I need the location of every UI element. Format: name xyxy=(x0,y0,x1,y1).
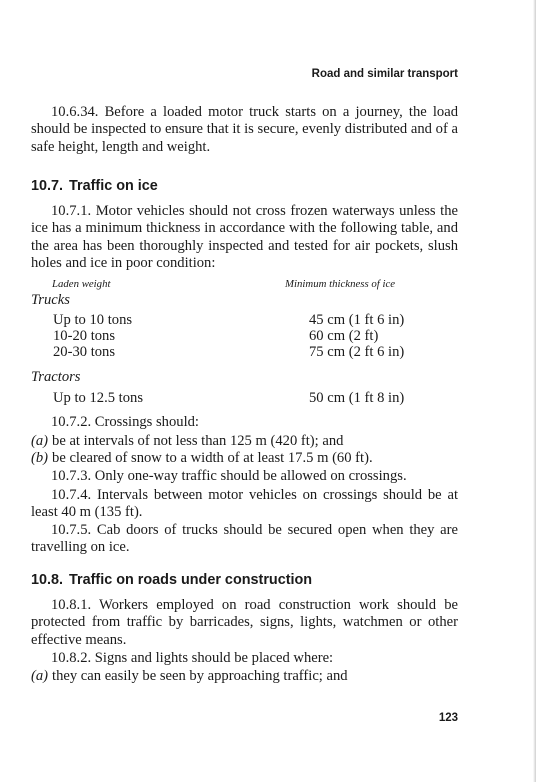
table-cell-weight: 20-30 tons xyxy=(53,344,116,360)
list-item-text: they can easily be seen by approaching traffic; and xyxy=(52,668,348,684)
list-marker: (a) xyxy=(31,668,49,684)
paragraph-10-7-5: 10.7.5. Cab doors of trucks should be secured open when they are travelling on ice. xyxy=(31,522,458,556)
table-category-trucks: Trucks xyxy=(31,292,70,308)
table-cell-weight: Up to 12.5 tons xyxy=(53,390,143,406)
section-number: 10.7. xyxy=(31,178,64,194)
paragraph-10-7-3: 10.7.3. Only one-way traffic should be allowed on crossings. xyxy=(51,468,407,484)
table-cell-thickness: 60 cm (2 ft) xyxy=(309,328,379,344)
paragraph-10-8-2: 10.8.2. Signs and lights should be placed where: xyxy=(51,650,334,666)
table-category-tractors: Tractors xyxy=(31,369,81,385)
table-cell-weight: Up to 10 tons xyxy=(53,312,133,328)
table-cell-thickness: 45 cm (1 ft 6 in) xyxy=(309,312,405,328)
paragraph-10-6-34: 10.6.34. Before a loaded motor truck starts on a journey, the load should be inspected to ensure that it is secure, evenly distributed and of a safe height, length and weight. xyxy=(31,104,458,155)
list-marker: (a) xyxy=(31,433,49,449)
table-header-laden-weight: Laden weight xyxy=(52,278,111,290)
list-item xyxy=(31,433,458,450)
running-head: Road and similar transport xyxy=(311,68,458,80)
section-number: 10.8. xyxy=(31,572,64,588)
page-number: 123 xyxy=(438,712,458,724)
paragraph-10-7-1: 10.7.1. Motor vehicles should not cross frozen waterways unless the ice has a minimum thickness in accordance with the following table, and the area has been thoroughly inspected and tested for air pockets, slush holes and ice in poor condition: xyxy=(31,203,458,271)
paragraph-10-7-4: 10.7.4. Intervals between motor vehicles on crossings should be at least 40 m (135 ft). xyxy=(31,487,458,521)
table-cell-thickness: 75 cm (2 ft 6 in) xyxy=(309,344,405,360)
section-title: Traffic on ice xyxy=(69,178,158,194)
list-marker: (b) xyxy=(31,450,49,466)
table-cell-thickness: 50 cm (1 ft 8 in) xyxy=(309,390,405,406)
list-item-text: be cleared of snow to a width of at least 17.5 m (60 ft). xyxy=(52,450,373,466)
list-item-text: be at intervals of not less than 125 m (420 ft); and xyxy=(52,433,344,449)
paragraph-10-8-1: 10.8.1. Workers employed on road construction work should be protected from traffic by barricades, signs, lights, watchmen or other effective means. xyxy=(31,597,458,648)
section-title: Traffic on roads under construction xyxy=(69,572,313,588)
table-cell-weight: 10-20 tons xyxy=(53,328,116,344)
section-heading-10-7 xyxy=(31,178,158,194)
list-item xyxy=(31,668,458,685)
list-item xyxy=(31,450,458,467)
section-heading-10-8 xyxy=(31,572,312,588)
table-header-minimum-thickness: Minimum thickness of ice xyxy=(285,278,396,290)
paragraph-10-7-2: 10.7.2. Crossings should: xyxy=(51,414,199,430)
